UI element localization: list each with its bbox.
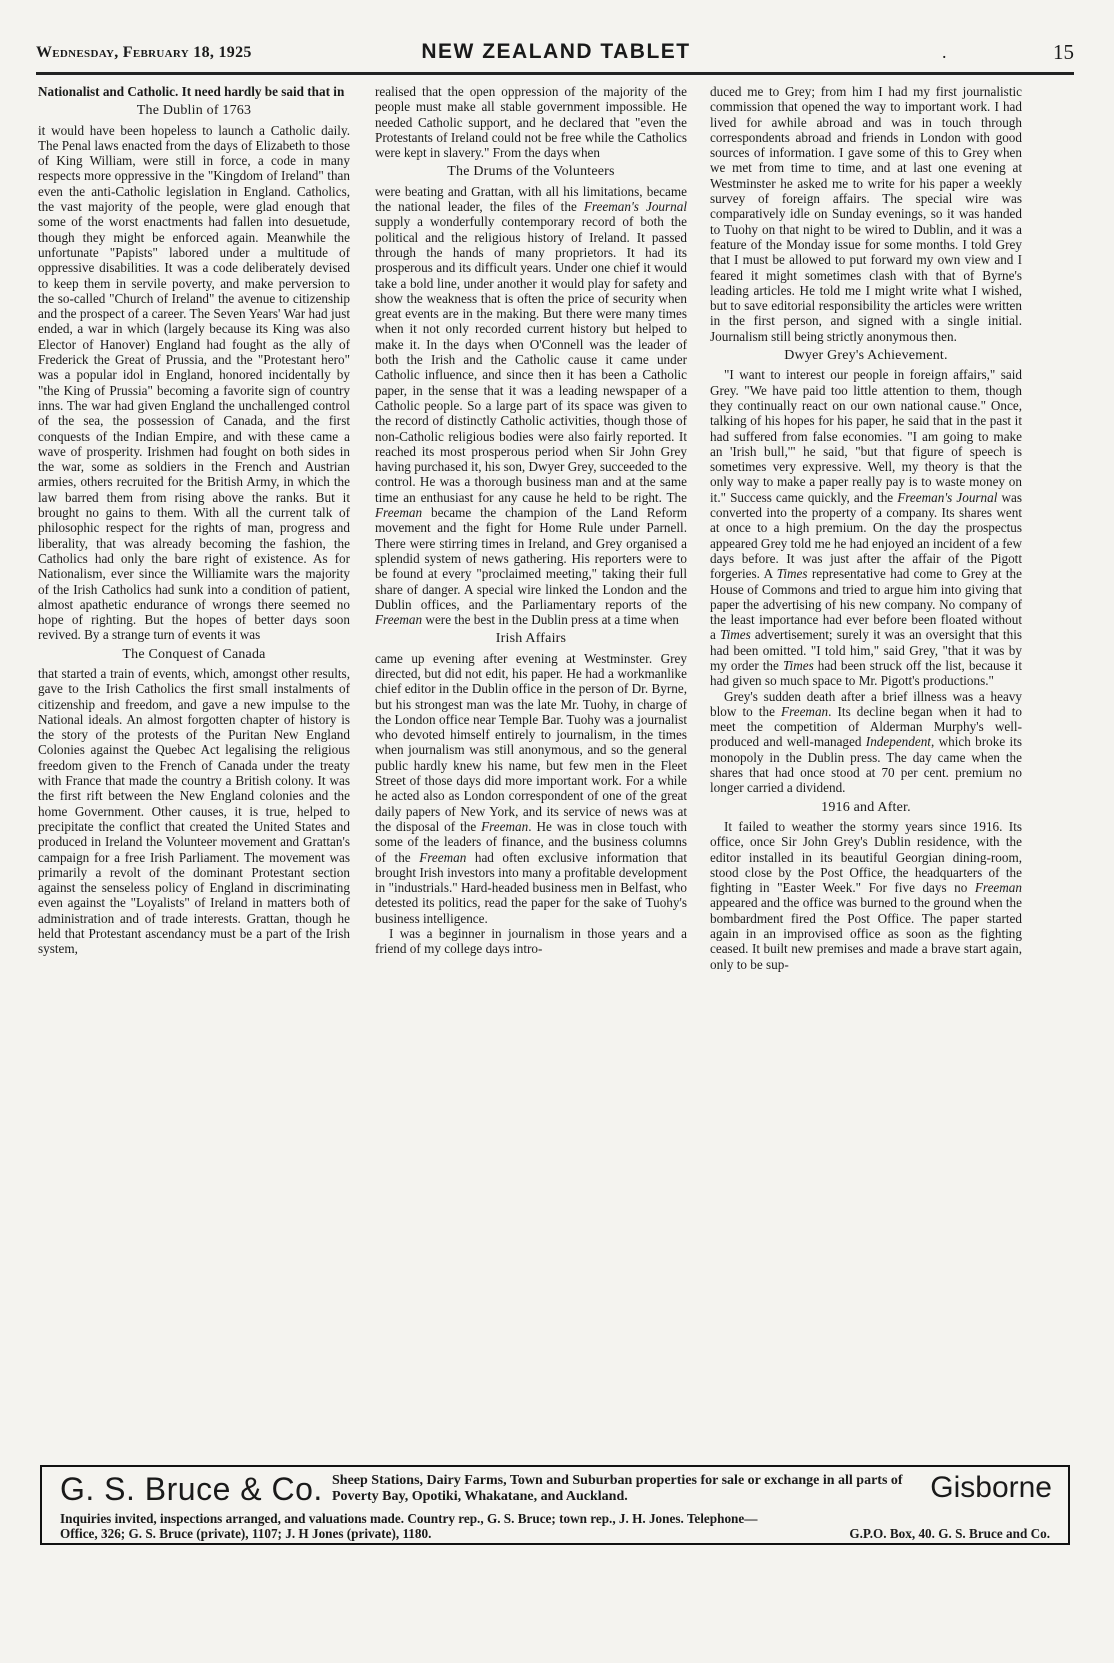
subheading: The Dublin of 1763 [136,103,252,119]
column-2 [375,84,687,957]
column-3 [710,84,1022,972]
paragraph: it would have been hopeless to launch a Catholic daily. The Penal laws enacted from the days of Elizabeth to those of King William, were still in force, a code in many respects more oppressive in the "Kingdom of Ireland" than even the anti-Catholic legislation in England. Catholics, the vast majority of the people, were glad enough that some of the worst enactments had fallen into desuetude, though they might be enforced again. Meanwhile the unfortunate "Papists" labored under a multitude of oppressive disabilities. It was a code deliberately devised to keep them in servile poverty, and make perversion to the so-called "Church of Ireland" the avenue to citizenship and the prospect of a career. The Seven Years' War had just ended, a war in which (largely because its King was also Elector of Hanover) England had fought as the ally of Frederick the Great of Prussia, and the "Protestant hero" was a popular idol in England, honored incidentally by "the King of Prussia" becoming a favorite sign of country inns. The war had given England the unchallenged control of the sea, the possession of Canada, and the first conquests of the Indian Empire, and with these came a wave of prosperity. Irishmen had fought on both sides in the war, some as soldiers in the French and Austrian armies, others recruited for the British Army, in which the law barred them from rising above the ranks. But it brought no gains to them. With all the current talk of philosophic respect for the rights of man, progress and liberality, that was already becoming the fashion, the Catholics had only the bare right of existence. As for Nationalism, ever since the Williamite wars the majority of the Irish Catholics had sunk into a condition of patient, almost apathetic endurance of wrongs there seemed no hope of righting. But the hopes of better days soon revived. By a strange turn of events it was [38,122,350,643]
paragraph [375,651,687,926]
paragraph: realised that the open oppression of the majority of the people must make all stable government impossible. He needed Catholic support, and he declared that "even the Protestants of Ireland could not be free while the Catholics were kept in slavery." From the days when [375,84,687,161]
publication-title: Freeman's Journal [897,489,998,505]
contact-line: Office, 326; G. S. Bruce (private), 1107; J. H Jones (private), 1180. [60,1526,432,1541]
text-run: "I want to interest our people in foreign affairs," said Grey. "We have paid too little attention to them, though they continually react on our own national cause." Once, talking of his hopes for his paper, he said that in the past it had suffered from false economies. "I am going to make an 'Irish bull,'" he said, "but that figure of speech is sometimes very expressive. Well, my theory is that the only way to make a paper really pay is to waste money on it." Success came quickly, and the [710,367,1022,505]
text-run: It failed to weather the stormy years since 1916. Its office, once Sir John Grey's Dublin residence, with the editor installed in its beautiful Georgian dining-room, stood close by the Post Office, the headquarters of the fighting in "Easter Week." For five days no [710,818,1022,896]
publication-title: Freeman [375,612,423,628]
publication-title: Freeman [419,849,467,865]
masthead [36,34,1076,68]
subheading: The Conquest of Canada [122,646,266,662]
publication-title: Freeman [781,703,829,719]
contact-line: G.P.O. Box, 40. G. S. Bruce and Co. [849,1526,1050,1541]
publication-title: Freeman's Journal [583,199,688,215]
text-run: advertisement; surely it was an oversight that this had been omitted. "I told him," said Grey, "that it was by my order the [710,627,1022,673]
text-run: appeared and the office was burned to the ground when the bombardment fired the Post Office. The paper started again in an improvised office as soon as the fighting ceased. It built new premises and made a brave start again, only to be sup- [710,895,1022,972]
subheading: Irish Affairs [495,631,567,647]
publication-title: Independent [865,734,931,750]
masthead-rule [36,72,1074,75]
text-run: were beating and Grattan, with all his limitations, became the national leader, the files of the [375,183,687,215]
advertisement-contact [60,1511,1050,1541]
text-run: . He was in close touch with some of the leaders of finance, and the business columns of the [375,818,688,865]
masthead-dot: . [942,42,947,62]
paragraph: I was a beginner in journalism in those years and a friend of my college days intro- [375,926,687,957]
advertisement-description: Sheep Stations, Dairy Farms, Town and Suburban properties for sale or exchange in all parts of Poverty Bay, Opotiki, Whakatane, and Auckland. [332,1473,903,1504]
column-1 [38,84,350,957]
publication-title: Times [776,566,808,582]
paragraph: Nationalist and Catholic. It need hardly be said that in [38,84,345,99]
issue-date: Wednesday, February 18, 1925 [36,44,252,61]
text-run: Grey's sudden death after a brief illness was a heavy blow to the [710,688,1022,719]
subheading: The Drums of the Volunteers [447,164,615,180]
text-run: representative had come to Grey at the House of Commons and tried to argue him into giving that paper the advertising of his new company. No company of the least importance had ever before been floated without a [710,566,1022,643]
paragraph [710,367,1022,688]
subheading: 1916 and After. [821,799,911,815]
publication-title: Times [720,627,751,643]
text-run: supply a wonderfully contemporary record of both the political and the religious history of Ireland. It passed through the hands of many proprietors. It had its prosperous and its difficult years. Under one chief it would take a bold line, under another it would play for safety and show the weakness that is often the price of security when great events are in the making. But there were many times when it not only recorded current history but helped to make it. In the days when O'Connell was the leader of both the Irish and the Catholic cause it came under Catholic influence, and since then it has been a Catholic paper, in the sense that it was a leading newspaper of a Catholic people. So a large part of its space was given to the record of distinctly Catholic activities, though those of non-Catholic religious bodies were also fairly reported. It reached its most prosperous period when Sir John Grey having purchased it, his son, Dwyer Grey, succeeded to the control. He was a thorough business man and at the same time an enthusiast for any cause he held to be right. The [375,214,687,505]
text-run: were the best in the Dublin press at a time when [422,612,679,628]
text-run: had been struck off the list, because it had given so much space to Mr. Pigott's productions." [710,657,1022,689]
advertiser-location: Gisborne [930,1471,1052,1504]
advertisement-box [40,1465,1070,1545]
publication-title: Freeman [375,505,423,521]
paragraph [710,819,1022,972]
paragraph [375,184,687,628]
paragraph: that started a train of events, which, amongst other results, gave to the Irish Catholics the first small instalments of citizenship and freedom, and gave a new impulse to the National ideals. An almost forgotten chapter of history is the story of the protests of the Puritan New England Colonies against the Quebec Act legalising the religious freedom given to the French of Canada under the treaty with France that made the country a British colony. It was the first rift between the New England colonies and the home Government. Other causes, it is true, helped to precipitate the conflict that created the United States and produced in Ireland the Volunteer movement and Grattan's campaign for a free Irish Parliament. The movement was primarily a revolt of the dominant Protestant section against the senseless policy of England in discriminating even against the "Loyalists" of Ireland in matters both of administration and of trade interests. Grattan, though he held that Protestant ascendancy must be a part of the Irish system, [38,665,350,957]
text-run: had often exclusive information that brought Irish investors into many a profitable development in "industrials." Hard-headed business men in Belfast, who detested its politics, read the paper for the sake of Tuohy's business intelligence. [375,849,687,926]
publication-title: Freeman [974,880,1022,896]
subheading: Dwyer Grey's Achievement. [784,348,948,364]
paragraph: duced me to Grey; from him I had my first journalistic commission that opened the way to important work. I had lived for awhile abroad and was in touch through correspondents abroad and friends in London with good sources of information. I gave some of this to Grey when we met from time to time, and at last one evening at Westminster he asked me to write for his paper a weekly survey of foreign affairs. The special wire was comparatively idle on Sunday evenings, so it was handed to Tuohy on that night to be wired to Dublin, and it was a feature of the Monday issue for some months. I told Grey that I must be allowed to put forward my own view and I feared it might sometimes clash with that of Byrne's leading articles. He told me I might write what I wished, but to save editorial responsibility the articles were written in the first person, and signed with a single initial. Journalism still being strictly anonymous then. [710,84,1022,344]
text-run: . Its decline began when it had to meet the competition of Alderman Murphy's well-produced and well-managed [710,703,1022,750]
advertiser-name: G. S. Bruce & Co. [60,1471,323,1507]
newspaper-title: NEW ZEALAND TABLET [421,40,691,63]
text-run: became the champion of the Land Reform movement and the fight for Home Rule under Parnell. There were stirring times in Ireland, and Grey organised a splendid system of news gathering. His reporters were to be found at every "proclaimed meeting," taking their full share of danger. A special wire linked the London and the Dublin offices, and the Parliamentary reports of the [375,505,687,612]
text-run: was converted into the property of a company. Its shares went at once to a high premium. On the day the prospectus appeared Grey told me he had enjoyed an incident of a few days before. It was just after the affair of the Pigott forgeries. A [710,489,1022,582]
text-run: came up evening after evening at Westminster. Grey directed, but did not edit, his paper. He had a workmanlike chief editor in the Dublin office in the person of Dr. Byrne, but his strongest man was the late Mr. Tuohy, in charge of the London office near Temple Bar. Tuohy was a journalist who devoted himself entirely to journalism, in the times when journalism was still anonymous, and so the general public hardly knew his name, but few men in the Fleet Street of those days did more important work. For a while he acted also as London correspondent of one of the great daily papers of New York, and its service of news was at the disposal of the [375,650,687,834]
contact-line: Inquiries invited, inspections arranged, and valuations made. Country rep., G. S. Bruce; town rep., J. H. Jones. Telephone— [60,1511,758,1526]
text-run: , which broke its monopoly in the Dublin press. The day came when the shares that had once stood at 70 per cent. premium no longer carried a dividend. [710,734,1022,796]
paragraph [710,689,1022,796]
contact-line-row [60,1526,1050,1541]
page-number: 15 [1053,40,1074,64]
publication-title: Freeman [481,818,529,834]
publication-title: Times [782,657,814,673]
